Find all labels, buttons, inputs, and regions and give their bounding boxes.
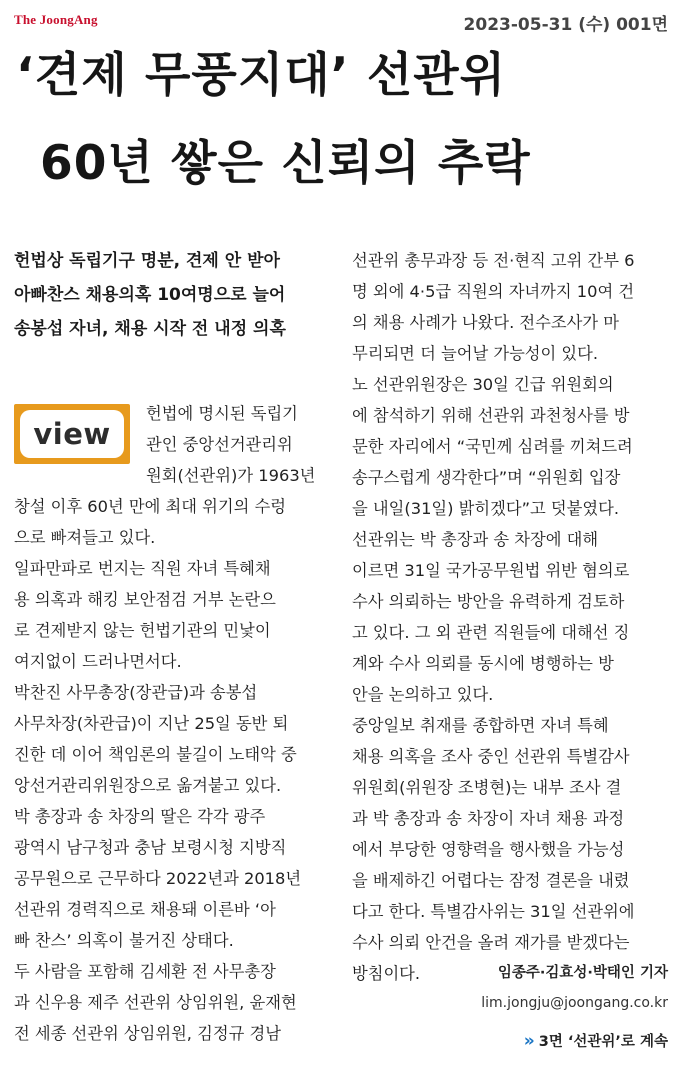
body-line: 공무원으로 근무하다 2022년과 2018년 <box>14 869 302 888</box>
body-line: 과 박 총장과 송 차장이 자녀 채용 과정 <box>352 809 625 828</box>
masthead <box>14 10 668 36</box>
dateline: 2023-05-31 (수) 001면 <box>463 15 668 35</box>
body-line: 수사 의뢰 안건을 올려 재가를 받겠다는 <box>352 933 630 952</box>
body-line: 헌법에 명시된 독립기 <box>146 404 298 423</box>
body-line: 박찬진 사무총장(장관급)과 송봉섭 <box>14 683 258 702</box>
body-line: 계와 수사 의뢰를 동시에 병행하는 방 <box>352 654 614 673</box>
body-line: 고 있다. 그 외 관련 직원들에 대해선 징 <box>352 623 630 642</box>
body-line: 다고 한다. 특별감사위는 31일 선관위에 <box>352 902 635 921</box>
body-line: 선관위 경력직으로 채용돼 이른바 ‘아 <box>14 900 276 919</box>
body-line: 원회(선관위)가 1963년 <box>146 466 316 485</box>
body-line: 관인 중앙선거관리위 <box>146 435 293 454</box>
reporter-email[interactable]: lim.jongju@joongang.co.kr <box>481 995 668 1011</box>
body-line: 이르면 31일 국가공무원법 위반 혐의로 <box>352 561 630 580</box>
body-line: 을 내일(31일) 밝히겠다”고 덧붙였다. <box>352 499 620 518</box>
body-line: 에 참석하기 위해 선관위 과천청사를 방 <box>352 406 630 425</box>
brand-logo: The JoongAng <box>14 12 98 27</box>
body-line: 과 신우용 제주 선관위 상임위원, 윤재현 <box>14 993 297 1012</box>
headline-line-1: ‘견제 무풍지대’ 선관위 <box>16 48 507 103</box>
body-line: 빠 찬스’ 의혹이 불거진 상태다. <box>14 931 234 950</box>
body-line: 앙선거관리위원장으로 옮겨붙고 있다. <box>14 776 282 795</box>
article-body-right <box>352 245 670 958</box>
body-line: 위원회(위원장 조병현)는 내부 조사 결 <box>352 778 622 797</box>
subheadline-2: 아빠찬스 채용의혹 10여명으로 늘어 <box>14 285 286 305</box>
subheadline-3: 송봉섭 자녀, 채용 시작 전 내정 의혹 <box>14 319 286 339</box>
body-line: 여지없이 드러나면서다. <box>14 652 182 671</box>
body-line: 을 배제하긴 어렵다는 잠정 결론을 내렸 <box>352 871 630 890</box>
body-line: 중앙일보 취재를 종합하면 자녀 특혜 <box>352 716 609 735</box>
body-line: 으로 빠져들고 있다. <box>14 528 156 547</box>
body-line: 진한 데 이어 책임론의 불길이 노태악 중 <box>14 745 297 764</box>
body-line: 로 견제받지 않는 헌법기관의 민낯이 <box>14 621 271 640</box>
body-line: 채용 의혹을 조사 중인 선관위 특별감사 <box>352 747 630 766</box>
body-line: 전 세종 선관위 상임위원, 김정규 경남 <box>14 1024 281 1043</box>
body-line: 선관위 총무과장 등 전·현직 고위 간부 6 <box>352 251 635 270</box>
body-line: 노 선관위원장은 30일 긴급 위원회의 <box>352 375 614 394</box>
body-line: 무리되면 더 늘어날 가능성이 있다. <box>352 344 599 363</box>
body-line: 수사 의뢰하는 방안을 유력하게 검토하 <box>352 592 625 611</box>
body-line: 안을 논의하고 있다. <box>352 685 494 704</box>
body-line: 두 사람을 포함해 김세환 전 사무총장 <box>14 962 276 981</box>
body-line: 사무차장(차관급)이 지난 25일 동반 퇴 <box>14 714 289 733</box>
body-line: 선관위는 박 총장과 송 차장에 대해 <box>352 530 599 549</box>
article-body-left <box>14 398 338 1049</box>
view-label: view <box>33 417 111 451</box>
continued-on-page <box>524 1030 668 1051</box>
body-line: 명 외에 4·5급 직원의 자녀까지 10여 건 <box>352 282 635 301</box>
subheadline-1: 헌법상 독립기구 명분, 견제 안 받아 <box>14 251 280 271</box>
body-line: 용 의혹과 해킹 보안점검 거부 논란으 <box>14 590 276 609</box>
body-line: 송구스럽게 생각한다”며 “위원회 입장 <box>352 468 621 487</box>
body-line: 창설 이후 60년 만에 최대 위기의 수렁 <box>14 497 286 516</box>
subheadline-block <box>14 244 338 346</box>
body-line: 의 채용 사례가 나왔다. 전수조사가 마 <box>352 313 619 332</box>
body-line: 일파만파로 번지는 직원 자녀 특혜채 <box>14 559 271 578</box>
body-line: 에서 부당한 영향력을 행사했을 가능성 <box>352 840 625 859</box>
reporter-names: 임종주·김효성·박태인 기자 <box>497 965 668 981</box>
body-line-last: 방침이다. <box>352 964 421 983</box>
body-line: 문한 자리에서 “국민께 심려를 끼쳐드려 <box>352 437 633 456</box>
body-line: 박 총장과 송 차장의 딸은 각각 광주 <box>14 807 266 826</box>
byline-row <box>352 958 668 989</box>
continued-label: 3면 ‘선관위’로 계속 <box>538 1034 668 1050</box>
headline-line-2: 60년 쌓은 신뢰의 추락 <box>40 136 531 191</box>
double-chevron-icon: » <box>523 1030 535 1051</box>
body-line: 광역시 남구청과 충남 보령시청 지방직 <box>14 838 287 857</box>
